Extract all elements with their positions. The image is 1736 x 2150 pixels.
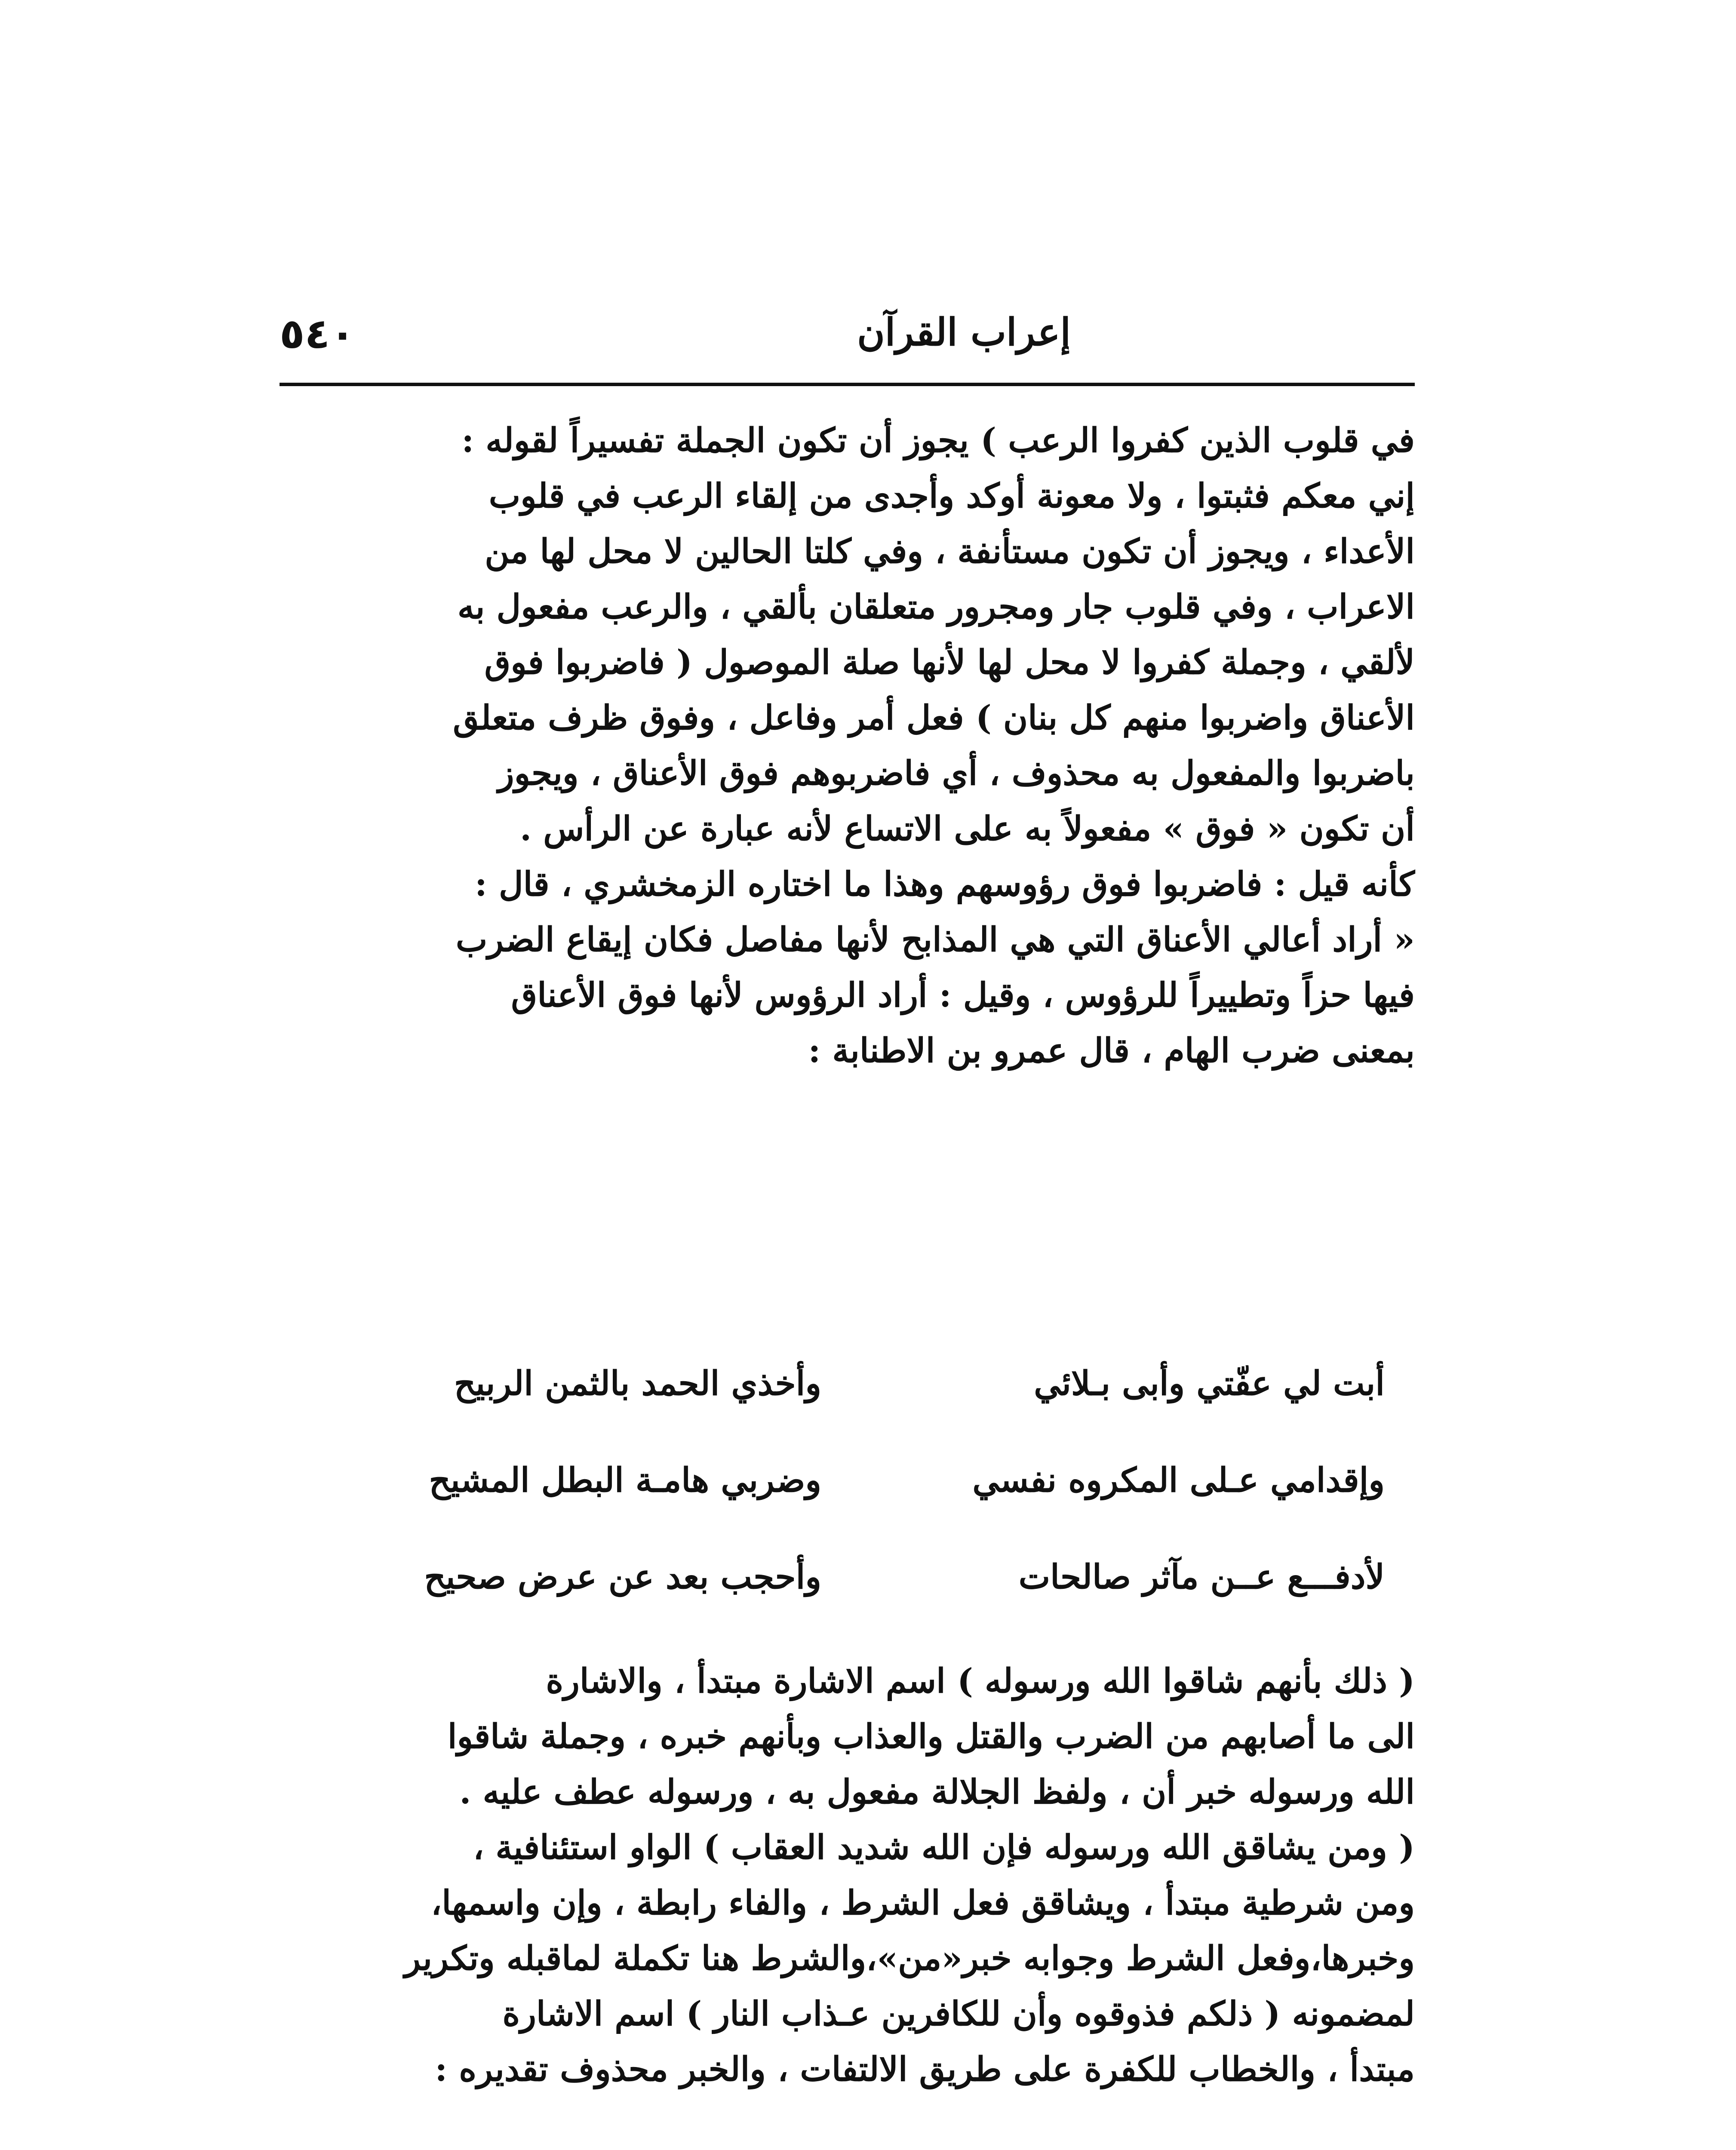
commentary-paragraph-2 [280, 1653, 1415, 2097]
verse-second-hemistich: وضربي هامـة البطل المشيح [429, 1461, 821, 1500]
verse-second-hemistich: وأخذي الحمد بالثمن الربيح [454, 1364, 821, 1403]
poem-verse [318, 1432, 1385, 1529]
text-line: أن تكون « فوق » مفعولاً به على الاتساع لأنه عبارة عن الرأس . [519, 809, 1415, 848]
text-line: الى ما أصابهم من الضرب والقتل والعذاب وبأنهم خبره ، وجملة شاقوا [447, 1717, 1415, 1756]
text-line: كأنه قيل : فاضربوا فوق رؤوسهم وهذا ما اختاره الزمخشري ، قال : [475, 865, 1415, 904]
verse-second-hemistich: وأحجب بعد عن عرض صحيح [424, 1557, 821, 1597]
poem-verse [318, 1335, 1385, 1432]
header-rule [280, 383, 1415, 386]
text-line: لألقي ، وجملة كفروا لا محل لها لأنها صلة الموصول ( فاضربوا فوق [484, 643, 1415, 682]
text-line: ( ذلك بأنهم شاقوا الله ورسوله ) اسم الاشارة مبتدأ ، والاشارة [546, 1662, 1415, 1701]
text-line: باضربوا والمفعول به محذوف ، أي فاضربوهم فوق الأعناق ، ويجوز [498, 754, 1415, 793]
verse-first-hemistich: وإقدامي عـلى المكروه نفسي [972, 1461, 1385, 1500]
text-line: وخبرها،وفعل الشرط وجوابه خبر«من»،والشرط هنا تكملة لماقبله وتكرير [404, 1939, 1415, 1978]
text-line: الله ورسوله خبر أن ، ولفظ الجلالة مفعول به ، ورسوله عطف عليه . [459, 1772, 1415, 1812]
text-line: بمعنى ضرب الهام ، قال عمرو بن الاطنابة : [808, 1031, 1415, 1070]
running-title: إعراب القرآن [857, 310, 1071, 354]
text-line: لمضمونه ( ذلكم فذوقوه وأن للكافرين عـذاب النار ) اسم الاشارة [502, 1994, 1415, 2033]
poem-verse [318, 1529, 1385, 1625]
text-line: « أراد أعالي الأعناق التي هي المذابح لأنها مفاصل فكان إيقاع الضرب [455, 920, 1415, 959]
poem [318, 1335, 1385, 1625]
text-line: الاعراب ، وفي قلوب جار ومجرور متعلقان بألقي ، والرعب مفعول به [457, 587, 1415, 627]
text-line: الأعناق واضربوا منهم كل بنان ) فعل أمر وفاعل ، وفوق ظرف متعلق [453, 698, 1415, 737]
verse-first-hemistich: لأدفـــع عــن مآثر صالحات [1018, 1557, 1385, 1597]
text-line: مبتدأ ، والخطاب للكفرة على طريق الالتفات ، والخبر محذوف تقديره : [435, 2050, 1415, 2089]
text-line: في قلوب الذين كفروا الرعب ) يجوز أن تكون الجملة تفسيراً لقوله : [461, 421, 1415, 460]
text-line: ( ومن يشاقق الله ورسوله فإن الله شديد العقاب ) الواو استئنافية ، [473, 1828, 1415, 1867]
text-line: الأعداء ، ويجوز أن تكون مستأنفة ، وفي كلتا الحالين لا محل لها من [485, 532, 1415, 571]
commentary-paragraph-1 [280, 413, 1415, 1078]
verse-first-hemistich: أبت لي عفّتي وأبى بـلائي [1034, 1364, 1385, 1403]
page-number: ٥٤٠ [280, 310, 355, 358]
text-line: إني معكم فثبتوا ، ولا معونة أوكد وأجدى من إلقاء الرعب في قلوب [489, 476, 1415, 516]
page-header [280, 310, 1415, 361]
text-line: ومن شرطية مبتدأ ، ويشاقق فعل الشرط ، والفاء رابطة ، وإن واسمها، [431, 1883, 1415, 1923]
text-line: فيها حزاً وتطييراً للرؤوس ، وقيل : أراد الرؤوس لأنها فوق الأعناق [511, 976, 1415, 1015]
